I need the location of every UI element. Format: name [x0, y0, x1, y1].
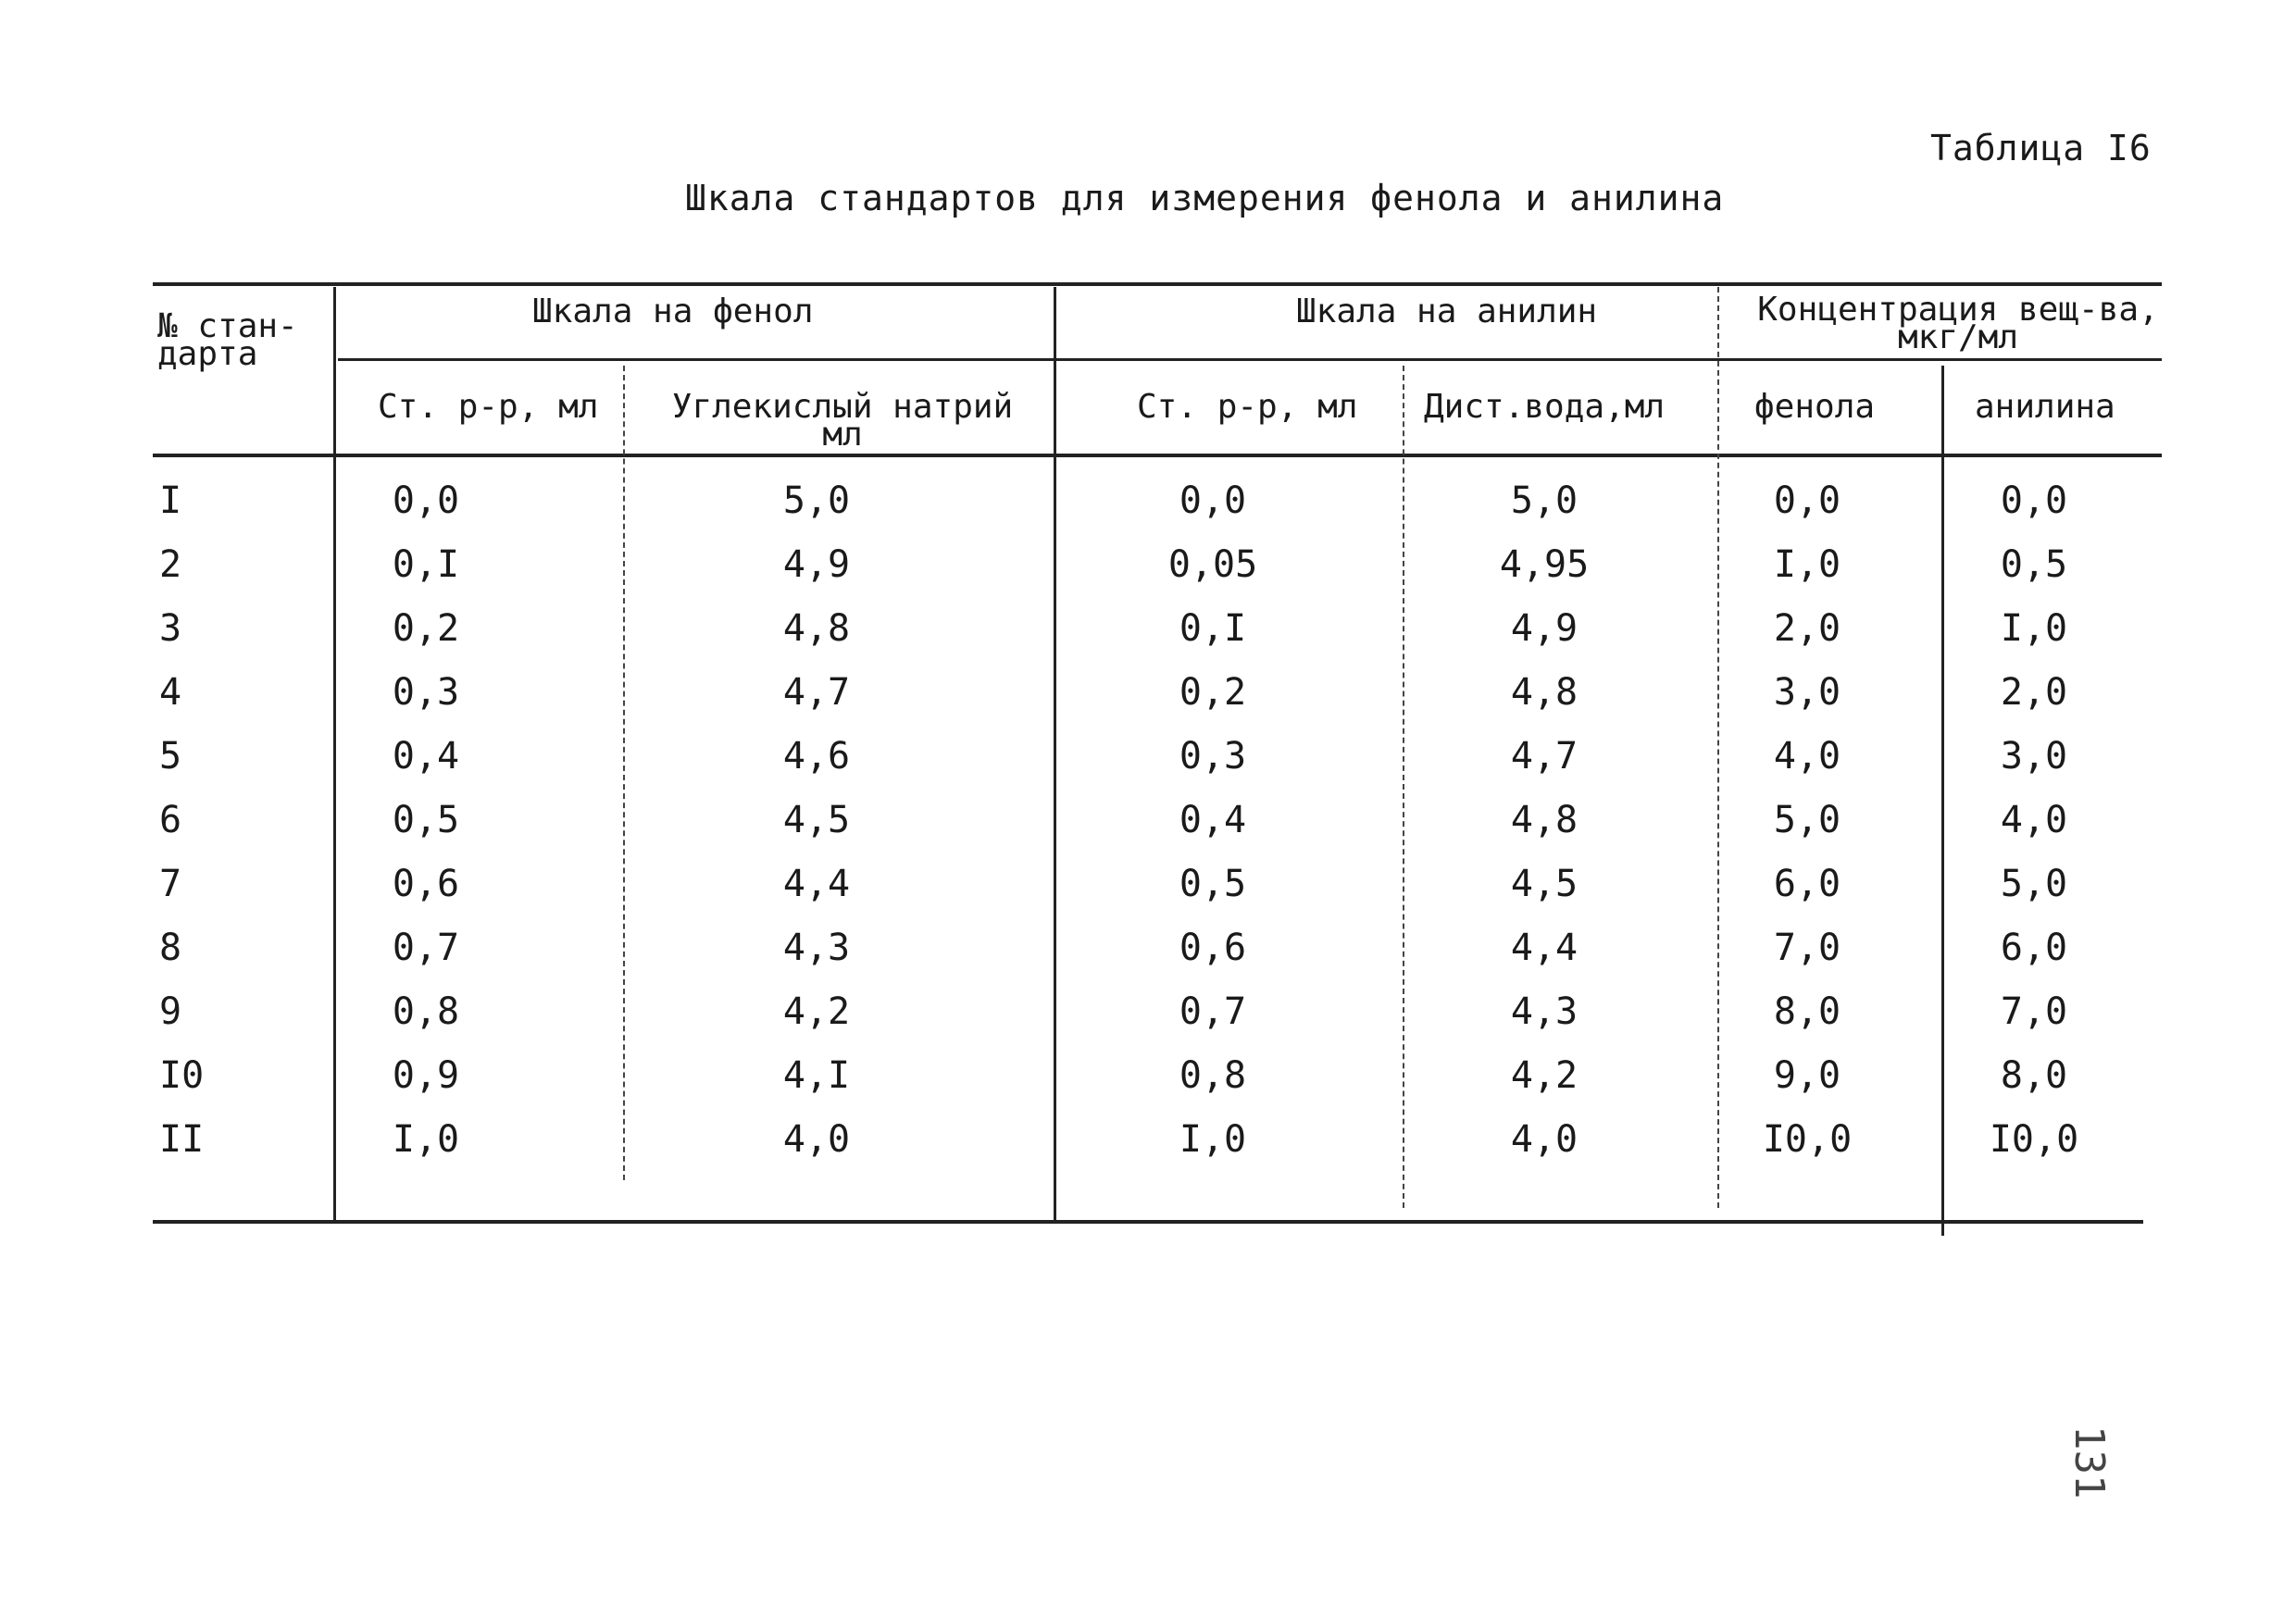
table-number-label: Таблица I6: [1930, 128, 2152, 168]
header-conc-line2: мкг/мл: [1897, 318, 2019, 356]
water-cell: 4,9: [1510, 607, 1578, 650]
row-number: II: [159, 1118, 205, 1161]
header-num-line1: № стан-: [157, 307, 298, 345]
row-number: 8: [159, 927, 182, 969]
col-divider-3: [1054, 287, 1056, 1220]
phenol-std-cell: 0,6: [392, 863, 460, 905]
phenol-std-cell: 0,7: [392, 927, 460, 969]
row-number: 3: [159, 607, 182, 650]
conc-aniline-cell: 2,0: [2000, 671, 2068, 714]
phenol-std-cell: 0,0: [392, 479, 460, 522]
water-cell: 4,4: [1510, 927, 1578, 969]
water-cell: 4,5: [1510, 863, 1578, 905]
carbonate-cell: 4,5: [782, 799, 851, 841]
row-number: I: [159, 479, 182, 522]
row-number: 6: [159, 799, 182, 841]
carbonate-cell: 4,0: [782, 1118, 851, 1161]
table-top-rule: [153, 282, 2162, 286]
water-cell: 4,95: [1499, 543, 1590, 586]
water-cell: 4,8: [1510, 799, 1578, 841]
header-bottom-rule: [153, 454, 2162, 457]
aniline-std-cell: 0,I: [1179, 607, 1247, 650]
aniline-std-cell: 0,6: [1179, 927, 1247, 969]
header-carb-line2: мл: [822, 416, 863, 454]
phenol-std-cell: 0,I: [392, 543, 460, 586]
header-conc-aniline: анилина: [1975, 388, 2115, 426]
conc-phenol-cell: 4,0: [1773, 735, 1841, 778]
conc-phenol-cell: 5,0: [1773, 799, 1841, 841]
conc-aniline-cell: 3,0: [2000, 735, 2068, 778]
conc-aniline-cell: 6,0: [2000, 927, 2068, 969]
phenol-std-cell: 0,9: [392, 1054, 460, 1097]
conc-aniline-cell: 0,5: [2000, 543, 2068, 586]
row-number: 7: [159, 863, 182, 905]
phenol-std-cell: I,0: [392, 1118, 460, 1161]
header-num-line2: дарта: [157, 335, 258, 373]
phenol-std-cell: 0,8: [392, 990, 460, 1033]
aniline-std-cell: 0,2: [1179, 671, 1247, 714]
carbonate-cell: 4,3: [782, 927, 851, 969]
header-phenol-carbonate: [639, 388, 1046, 454]
conc-phenol-cell: 6,0: [1773, 863, 1841, 905]
col-divider-4: [1403, 366, 1404, 1208]
header-phenol-standard: Ст. р-р, мл: [378, 388, 599, 426]
carbonate-cell: 4,9: [782, 543, 851, 586]
conc-phenol-cell: I,0: [1773, 543, 1841, 586]
conc-aniline-cell: 0,0: [2000, 479, 2068, 522]
water-cell: 4,8: [1510, 671, 1578, 714]
conc-phenol-cell: 3,0: [1773, 671, 1841, 714]
phenol-std-cell: 0,2: [392, 607, 460, 650]
row-number: 4: [159, 671, 182, 714]
phenol-std-cell: 0,4: [392, 735, 460, 778]
carbonate-cell: 4,I: [782, 1054, 851, 1097]
header-concentration-group: [1754, 291, 2162, 356]
header-phenol-group: Шкала на фенол: [532, 292, 814, 330]
header-aniline-group: Шкала на анилин: [1296, 292, 1598, 330]
table-bottom-rule: [153, 1220, 2143, 1224]
header-aniline-standard: Ст. р-р, мл: [1137, 388, 1358, 426]
header-standard-number: [157, 307, 298, 373]
aniline-std-cell: 0,05: [1167, 543, 1258, 586]
carbonate-cell: 5,0: [782, 479, 851, 522]
carbonate-cell: 4,8: [782, 607, 851, 650]
conc-aniline-cell: 8,0: [2000, 1054, 2068, 1097]
aniline-std-cell: 0,5: [1179, 863, 1247, 905]
row-number: 2: [159, 543, 182, 586]
row-number: 9: [159, 990, 182, 1033]
header-aniline-water: Дист.вода,мл: [1424, 388, 1666, 426]
water-cell: 5,0: [1510, 479, 1578, 522]
aniline-std-cell: 0,4: [1179, 799, 1247, 841]
conc-phenol-cell: 0,0: [1773, 479, 1841, 522]
conc-aniline-cell: 4,0: [2000, 799, 2068, 841]
conc-phenol-cell: I0,0: [1762, 1118, 1853, 1161]
page-mark: 131: [2065, 1425, 2113, 1500]
conc-phenol-cell: 9,0: [1773, 1054, 1841, 1097]
aniline-std-cell: 0,8: [1179, 1054, 1247, 1097]
carbonate-cell: 4,6: [782, 735, 851, 778]
conc-aniline-cell: I,0: [2000, 607, 2068, 650]
conc-aniline-cell: I0,0: [1989, 1118, 2079, 1161]
phenol-std-cell: 0,5: [392, 799, 460, 841]
water-cell: 4,0: [1510, 1118, 1578, 1161]
carbonate-cell: 4,2: [782, 990, 851, 1033]
header-sub-rule: [338, 358, 2162, 361]
table-caption: Шкала стандартов для измерения фенола и анилина: [685, 178, 1725, 218]
conc-phenol-cell: 7,0: [1773, 927, 1841, 969]
carbonate-cell: 4,4: [782, 863, 851, 905]
phenol-std-cell: 0,3: [392, 671, 460, 714]
water-cell: 4,3: [1510, 990, 1578, 1033]
conc-phenol-cell: 2,0: [1773, 607, 1841, 650]
header-conc-line1: Концентрация вещ-ва,: [1757, 291, 2159, 329]
conc-phenol-cell: 8,0: [1773, 990, 1841, 1033]
water-cell: 4,7: [1510, 735, 1578, 778]
header-carb-line1: Углекислый натрий: [671, 388, 1014, 426]
aniline-std-cell: 0,0: [1179, 479, 1247, 522]
row-number: 5: [159, 735, 182, 778]
row-number: I0: [159, 1054, 205, 1097]
conc-aniline-cell: 5,0: [2000, 863, 2068, 905]
col-divider-2: [623, 366, 625, 1180]
water-cell: 4,2: [1510, 1054, 1578, 1097]
carbonate-cell: 4,7: [782, 671, 851, 714]
conc-aniline-cell: 7,0: [2000, 990, 2068, 1033]
aniline-std-cell: I,0: [1179, 1118, 1247, 1161]
aniline-std-cell: 0,7: [1179, 990, 1247, 1033]
aniline-std-cell: 0,3: [1179, 735, 1247, 778]
header-conc-phenol: фенола: [1754, 388, 1876, 426]
